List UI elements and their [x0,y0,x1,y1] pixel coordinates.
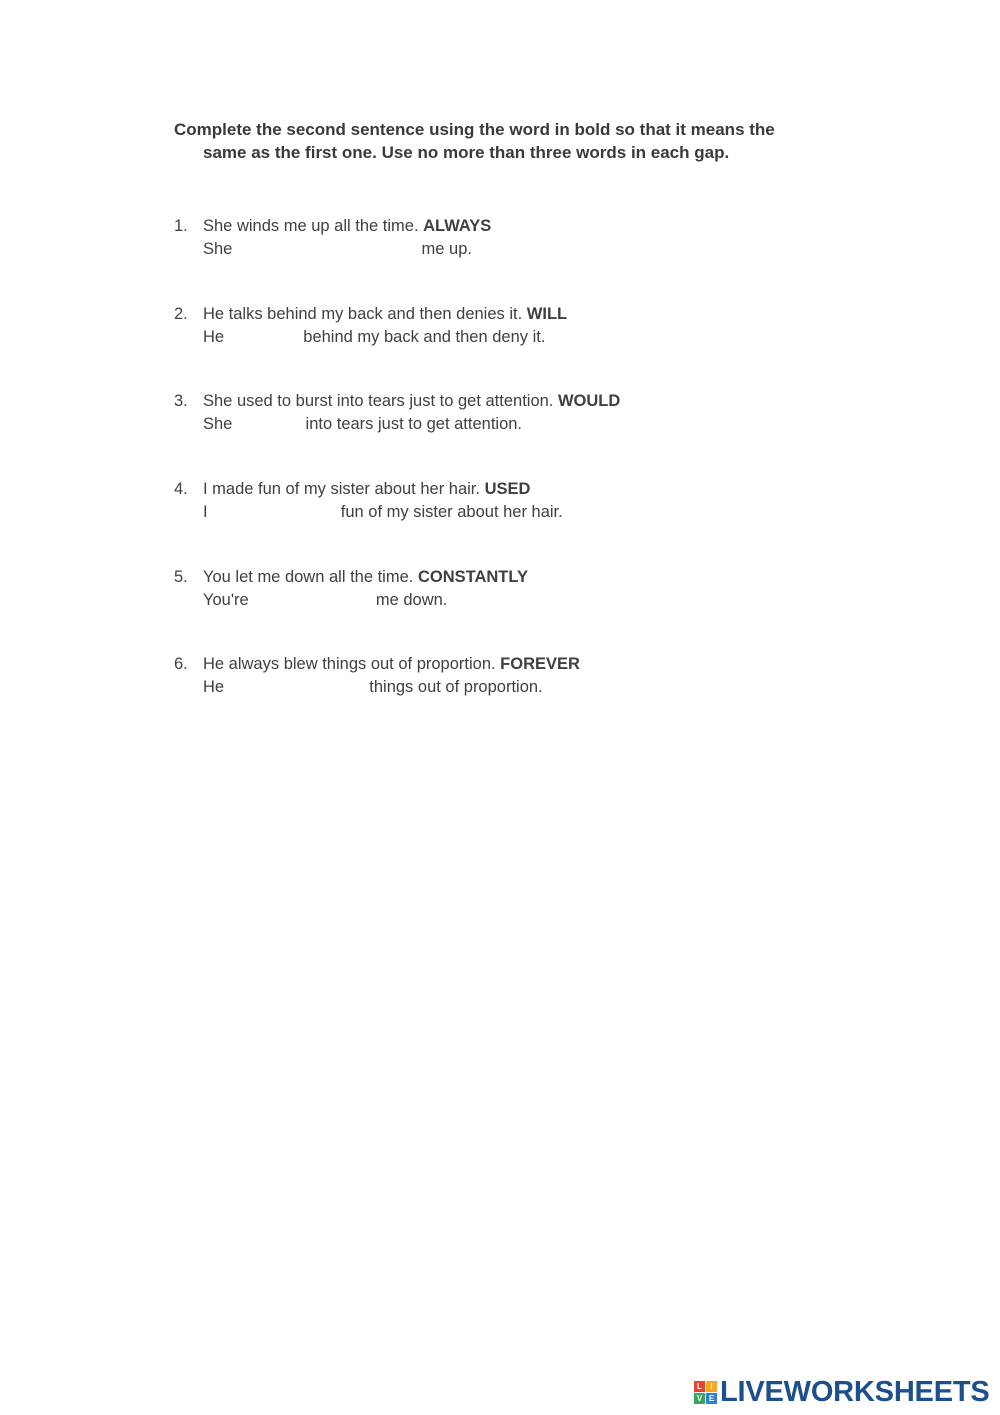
sentence-end: behind my back and then deny it. [303,328,546,346]
original-sentence [174,478,814,501]
exercise-item-2 [174,303,814,349]
answer-gap[interactable] [237,239,417,257]
keyword: WOULD [557,392,621,410]
logo-wordmark: LIVEWORKSHEETS [720,1376,990,1408]
original-sentence [174,303,814,326]
item-number: 6. [174,655,188,673]
instructions [174,118,854,164]
sentence-text: He always blew things out of proportion. [203,655,496,673]
original-sentence [174,566,814,589]
sentence-start: He [203,678,225,696]
sentence-start: She [203,240,233,258]
item-number: 2. [174,305,188,323]
rewrite-sentence [174,589,814,612]
rewrite-sentence [174,238,814,261]
sentence-text: You let me down all the time. [203,568,414,586]
instructions-line-2: same as the first one. Use no more than three words in each gap. [203,143,730,162]
sentence-text: He talks behind my back and then denies it. [203,305,523,323]
item-number: 5. [174,568,188,586]
answer-gap[interactable] [229,677,365,695]
original-sentence [174,215,814,238]
sentence-text: She used to burst into tears just to get attention. [203,392,554,410]
item-number: 1. [174,217,188,235]
keyword: WILL [526,305,568,323]
item-number: 3. [174,392,188,410]
sentence-start: I [203,503,208,521]
sentence-end: me down. [375,591,448,609]
sentence-start: She [203,415,233,433]
answer-gap[interactable] [253,590,371,608]
answer-gap[interactable] [229,327,299,345]
rewrite-sentence [174,501,814,524]
keyword: CONSTANTLY [417,568,528,586]
logo-cube-icon [694,1381,717,1404]
answer-gap[interactable] [237,414,301,432]
exercise-item-3 [174,390,814,436]
keyword: FOREVER [500,655,580,673]
exercise-item-4 [174,478,814,524]
sentence-end: things out of proportion. [369,678,543,696]
exercise-item-5 [174,566,814,612]
logo-cube-l: L [694,1381,705,1392]
sentence-end: into tears just to get attention. [305,415,523,433]
keyword: ALWAYS [423,217,492,235]
sentence-start: He [203,328,225,346]
rewrite-sentence [174,676,814,699]
original-sentence [174,390,814,413]
sentence-end: fun of my sister about her hair. [340,503,563,521]
instructions-line-1: Complete the second sentence using the word in bold so that it means the [174,120,775,139]
keyword: USED [484,480,531,498]
rewrite-sentence [174,413,814,436]
sentence-text: She winds me up all the time. [203,217,419,235]
sentence-start: You're [203,591,249,609]
item-number: 4. [174,480,188,498]
logo-cube-i: I [706,1381,717,1392]
rewrite-sentence [174,326,814,349]
logo-cube-v: V [694,1393,705,1404]
exercise-item-6 [174,653,814,699]
liveworksheets-logo [694,1375,990,1409]
sentence-text: I made fun of my sister about her hair. [203,480,480,498]
exercise-item-1 [174,215,814,261]
answer-gap[interactable] [212,502,336,520]
original-sentence [174,653,814,676]
sentence-end: me up. [421,240,472,258]
logo-cube-e: E [706,1393,717,1404]
